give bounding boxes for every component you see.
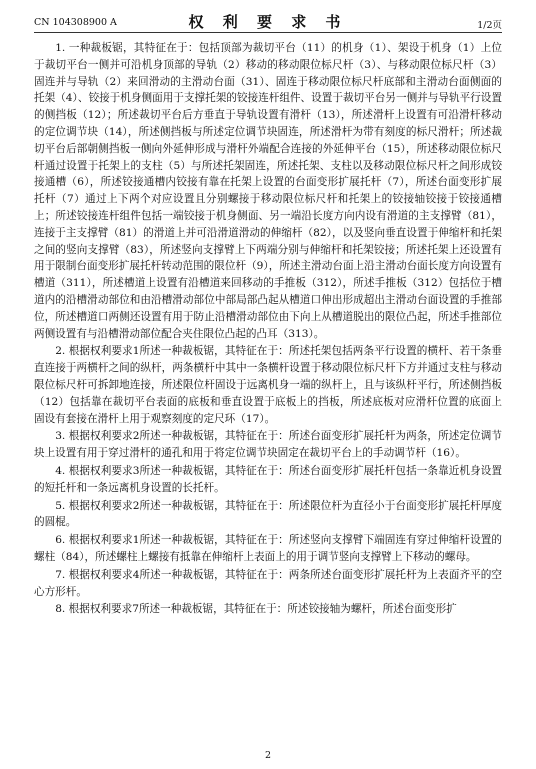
page-header: [34, 8, 502, 33]
claim-paragraph: 8. 根据权利要求7所述一种裁板锯，其特征在于：所述铰接轴为螺杆，所述台面变形扩: [55, 603, 457, 616]
page-number-footer: 2: [264, 750, 272, 761]
claim-paragraph: 5. 根据权利要求2所述一种裁板锯，其特征在于：所述限位杆为直径小于台面变形扩展托杆厚度的圆棍。: [34, 499, 502, 529]
claim-paragraph: 2. 根据权利要求1所述一种裁板锯，其特征在于：所述托架包括两条平行设置的横杆、若干条垂直连接于两横杆之间的纵杆，两条横杆中其中一条横杆设置于移动限位标尺杆下方并通过支柱与移动限位标尺杆可拆卸地连接，所述限位杆固设于远离机身一端的纵杆上，且与该纵杆平行，所述侧挡板（12）包括靠在裁切平台表面的底板和垂直设置于底板上的挡板，所述底板对应滑杆位置的底面上固设有套接在滑杆上用于观察刻度的定尺环（17）。: [34, 345, 502, 425]
page-indicator: 1/2页: [477, 20, 502, 31]
claim-paragraph: 1. 一种裁板锯，其特征在于：包括顶部为裁切平台（11）的机身（1）、架设于机身（1）上位于裁切平台一侧并可沿机身顶部的导轨（2）移动的移动限位标尺杆（3）、与移动限位标尺杆（3）固连并与导轨（2）来回滑动的主滑动台面（31）、固连于移动限位标尺杆底部和主滑动台面侧面的托架（4）、铰接于机身侧面用于支撑托架的铰接连杆组件、设置于裁切平台另一侧并与导轨平行设置的侧挡板（12）；所述裁切平台后方垂直于导轨设置有滑杆（13），所述滑杆上设置有可沿滑杆移动的定位调节块（14），所述侧挡板与所述定位调节块固连，所述滑杆为带有刻度的标尺滑杆；所述裁切平台后部朝侧挡板一侧向外延伸形成与滑杆外端配合连接的外延伸平台（15），所述移动限位标尺杆通过设置于托架上的支柱（5）与所述托架固连，所述托架、支柱以及移动限位标尺杆之间形成铰接通槽（6），所述铰接通槽内铰接有靠在托架上设置的台面变形扩展托杆（7），所述台面变形扩展托杆（7）通过上下两个对应设置且分别螺接于移动限位标尺杆和托架上的铰接轴铰接于铰接通槽上；所述铰接连杆组件包括一端铰接于机身侧面、另一端沿长度方向内设有滑道的主支撑臂（81），连接于主支撑臂（81）的滑道上并可沿滑道滑动的伸缩杆（82），以及竖向垂直设置于伸缩杆和托架之间的竖向支撑臂（83），所述竖向支撑臂上下两端分别与伸缩杆和托架铰接；所述托架上还设置有用于限制台面变形扩展托杆转动范围的限位杆（9），所述主滑动台面上沿主滑动台面长度方向设置有槽道（311），所述槽道上设置有沿槽道来回移动的手推板（312），所述手推板（312）包括位于槽道内的沿槽滑动部位和由沿槽滑动部位中部局部凸起从槽道口伸出形成超出主滑动台面设置的手推部位，所述槽道口两侧还设置有用于防止沿槽滑动部位由下向上从槽道脱出的限位凸起，所述手推部位两侧设置有与沿槽滑动部位配合夹住限位凸起的凸耳（313）。: [34, 42, 502, 340]
claim-paragraph: 6. 根据权利要求1所述一种裁板锯，其特征在于：所述竖向支撑臂下端固连有穿过伸缩杆设置的螺柱（84），所述螺柱上螺接有抵靠在伸缩杆上表面上的用于调节竖向支撑臂上下移动的螺母。: [34, 534, 502, 563]
claims-body: [34, 40, 502, 619]
claim-paragraph: 4. 根据权利要求3所述一种裁板锯，其特征在于：所述台面变形扩展托杆包括一条靠近机身设置的短托杆和一条远离机身设置的长托杆。: [34, 464, 502, 494]
claim-paragraph: 7. 根据权利要求4所述一种裁板锯，其特征在于：两条所述台面变形扩展托杆为上表面齐平的空心方形杆。: [34, 568, 502, 598]
claim-paragraph: 3. 根据权利要求2所述一种裁板锯，其特征在于：所述台面变形扩展托杆为两条，所述定位调节块上设置有用于穿过滑杆的通孔和用于将定位调节块固定在裁切平台上的手动调节杆（16）。: [34, 430, 502, 460]
document-title: 权 利 要 求 书: [188, 13, 348, 31]
publication-number: CN 104308900 A: [34, 17, 117, 28]
